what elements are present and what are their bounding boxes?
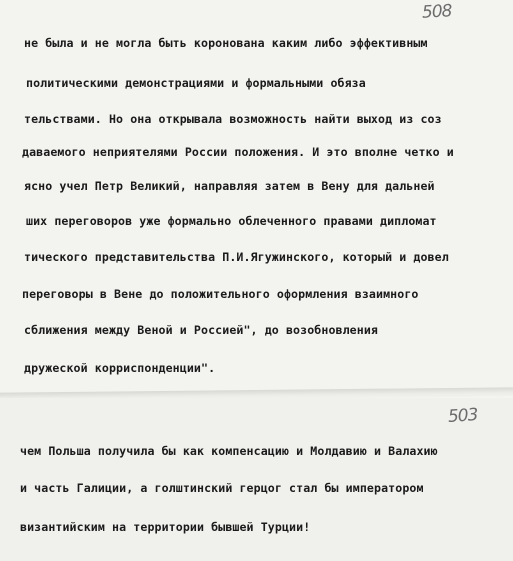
text-line: ших переговоров уже формально облеченного правами дипломат (26, 214, 437, 228)
text-line: чем Польша получила бы как компенсацию и Молдавию и Валахию (20, 444, 438, 458)
page-number-top: 508 (421, 1, 452, 23)
text-line: тельствами. Но она открывала возможность найти выход из соз (24, 112, 442, 126)
text-line: и часть Галиции, а голштинский герцог стал бы императором (20, 481, 424, 495)
text-line: переговоры в Вене до положительного оформления взаимного (22, 287, 419, 301)
text-line: тического представительства П.И.Ягужинского, который и довел (24, 250, 449, 264)
page-number-bottom: 503 (447, 404, 479, 428)
text-line: даваемого неприятелями России положения. И это вполне четко и (22, 145, 454, 159)
text-line: дружеской корриспонденции". (24, 361, 216, 375)
text-line: политическими демонстрациями и формальными обяза (26, 76, 366, 90)
text-line: ясно учел Петр Великий, направляя затем в Вену для дальней (24, 179, 435, 193)
lower-sheet (0, 398, 513, 561)
text-line: сближения между Веной и Россией", до возобновления (24, 323, 379, 337)
text-line: византийским на территории бывшей Турции! (20, 520, 311, 534)
text-line: не была и не могла быть коронована каким либо эффективным (24, 36, 428, 50)
